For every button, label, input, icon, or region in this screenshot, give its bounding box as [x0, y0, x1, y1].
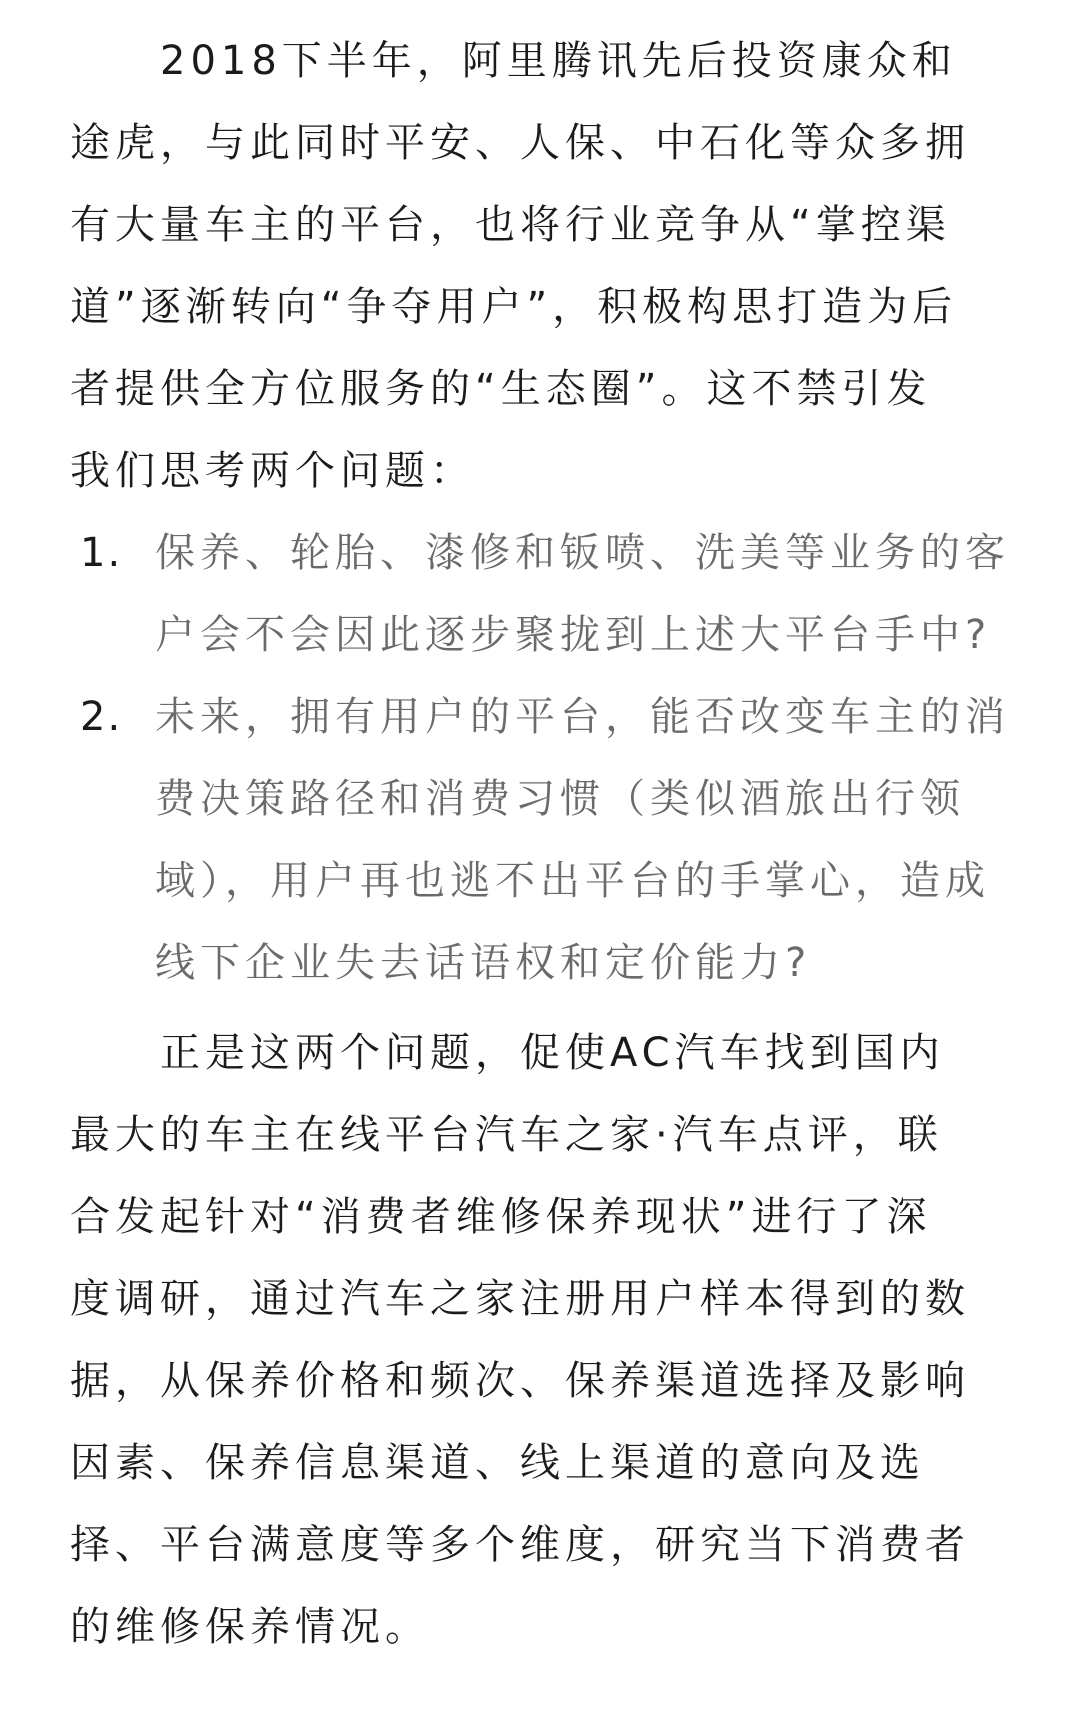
- list-item-number: 1.: [80, 530, 123, 576]
- text-line: 合发起针对“消费者维修保养现状”进行了深: [70, 1194, 932, 1240]
- list-item: [0, 676, 1080, 1004]
- text-line: 保养、轮胎、漆修和钣喷、洗美等业务的客: [155, 530, 1010, 576]
- list-item-text: [155, 512, 1010, 676]
- text-line: 正是这两个问题，促使AC汽车找到国内: [70, 1030, 945, 1076]
- text-line: 域），用户再也逃不出平台的手掌心，造成: [155, 858, 990, 904]
- text-line: 道”逐渐转向“争夺用户”，积极构思打造为后: [70, 284, 958, 330]
- text-line: 未来，拥有用户的平台，能否改变车主的消: [155, 694, 1010, 740]
- list-item-number: 2.: [80, 694, 123, 740]
- text-line: 费决策路径和消费习惯（类似酒旅出行领: [155, 776, 965, 822]
- text-line: 者提供全方位服务的“生态圈”。这不禁引发: [70, 366, 932, 412]
- paragraph-intro: [70, 20, 1020, 512]
- question-list: [0, 512, 1080, 1004]
- text-line: 的维修保养情况。: [70, 1604, 430, 1650]
- text-line: 因素、保养信息渠道、线上渠道的意向及选: [70, 1440, 925, 1486]
- list-item-text: [155, 676, 1010, 1004]
- paragraph-research: [70, 1012, 1020, 1668]
- text-line: 我们思考两个问题：: [70, 448, 475, 494]
- text-line: 度调研，通过汽车之家注册用户样本得到的数: [70, 1276, 970, 1322]
- text-line: 择、平台满意度等多个维度，研究当下消费者: [70, 1522, 970, 1568]
- list-item: [0, 512, 1080, 676]
- text-line: 线下企业失去话语权和定价能力?: [155, 940, 812, 986]
- text-line: 最大的车主在线平台汽车之家·汽车点评，联: [70, 1112, 943, 1158]
- text-line: 户会不会因此逐步聚拢到上述大平台手中?: [155, 612, 992, 658]
- text-line: 途虎，与此同时平安、人保、中石化等众多拥: [70, 120, 970, 166]
- text-line: 据，从保养价格和频次、保养渠道选择及影响: [70, 1358, 970, 1404]
- text-line: 有大量车主的平台，也将行业竞争从“掌控渠: [70, 202, 951, 248]
- text-line: 2018下半年，阿里腾讯先后投资康众和: [70, 38, 957, 84]
